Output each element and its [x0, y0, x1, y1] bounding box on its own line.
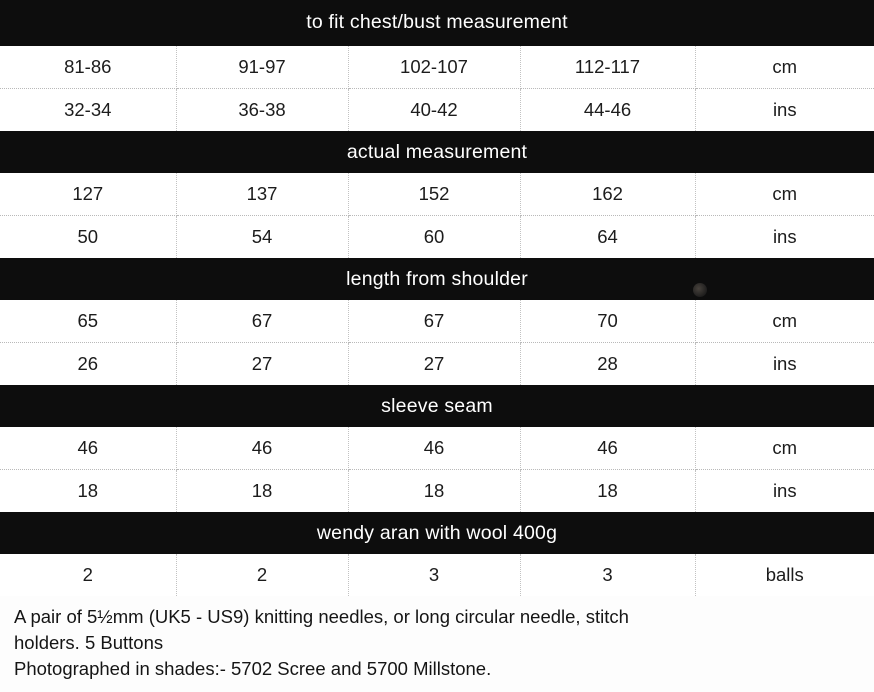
cell-unit: ins — [695, 216, 874, 259]
section-heading-actual: actual measurement — [0, 131, 874, 173]
cell-value: 54 — [176, 216, 348, 259]
table-row — [0, 470, 874, 513]
table-row — [0, 343, 874, 386]
cell-unit: ins — [695, 470, 874, 513]
cell-unit: cm — [695, 46, 874, 89]
cell-value: 46 — [348, 427, 520, 470]
section-heading-row — [0, 258, 874, 300]
cell-unit: ins — [695, 89, 874, 132]
cell-value: 67 — [176, 300, 348, 343]
cell-value: 127 — [0, 173, 176, 216]
cell-value: 46 — [176, 427, 348, 470]
cell-value: 18 — [176, 470, 348, 513]
cell-value: 27 — [176, 343, 348, 386]
cell-value: 32-34 — [0, 89, 176, 132]
cell-value: 60 — [348, 216, 520, 259]
cell-value: 64 — [520, 216, 695, 259]
table-row — [0, 300, 874, 343]
cell-value: 152 — [348, 173, 520, 216]
table-row — [0, 427, 874, 470]
cell-value: 2 — [0, 554, 176, 596]
section-heading-row — [0, 512, 874, 554]
section-heading-row — [0, 131, 874, 173]
cell-value: 91-97 — [176, 46, 348, 89]
cell-value: 70 — [520, 300, 695, 343]
cell-value: 3 — [348, 554, 520, 596]
cell-unit: cm — [695, 427, 874, 470]
cell-unit: balls — [695, 554, 874, 596]
cell-value: 65 — [0, 300, 176, 343]
section-heading-length: length from shoulder — [0, 258, 874, 300]
cell-value: 26 — [0, 343, 176, 386]
table-row — [0, 89, 874, 132]
section-heading-chest: to fit chest/bust measurement — [0, 0, 874, 46]
cell-value: 81-86 — [0, 46, 176, 89]
section-heading-yarn: wendy aran with wool 400g — [0, 512, 874, 554]
table-row — [0, 554, 874, 596]
footer-line-1: A pair of 5½mm (UK5 - US9) knitting needles, or long circular needle, stitch — [14, 606, 629, 627]
footer-line-3: Photographed in shades:- 5702 Scree and 5700 Millstone. — [14, 658, 492, 679]
cell-value: 28 — [520, 343, 695, 386]
cell-value: 3 — [520, 554, 695, 596]
cell-unit: ins — [695, 343, 874, 386]
cell-value: 112-117 — [520, 46, 695, 89]
cell-value: 18 — [348, 470, 520, 513]
table-row — [0, 46, 874, 89]
table-row — [0, 173, 874, 216]
section-heading-row — [0, 385, 874, 427]
cell-value: 102-107 — [348, 46, 520, 89]
cell-unit: cm — [695, 173, 874, 216]
cell-value: 50 — [0, 216, 176, 259]
cell-value: 36-38 — [176, 89, 348, 132]
cell-value: 137 — [176, 173, 348, 216]
cell-value: 18 — [520, 470, 695, 513]
cell-value: 18 — [0, 470, 176, 513]
cell-unit: cm — [695, 300, 874, 343]
cell-value: 27 — [348, 343, 520, 386]
cell-value: 40-42 — [348, 89, 520, 132]
section-heading-sleeve: sleeve seam — [0, 385, 874, 427]
cell-value: 44-46 — [520, 89, 695, 132]
section-heading-row — [0, 0, 874, 46]
footer-notes — [0, 596, 874, 682]
cell-value: 2 — [176, 554, 348, 596]
cell-value: 67 — [348, 300, 520, 343]
cell-value: 46 — [520, 427, 695, 470]
cell-value: 162 — [520, 173, 695, 216]
table-row — [0, 216, 874, 259]
footer-line-2: holders. 5 Buttons — [14, 632, 164, 653]
cell-value: 46 — [0, 427, 176, 470]
